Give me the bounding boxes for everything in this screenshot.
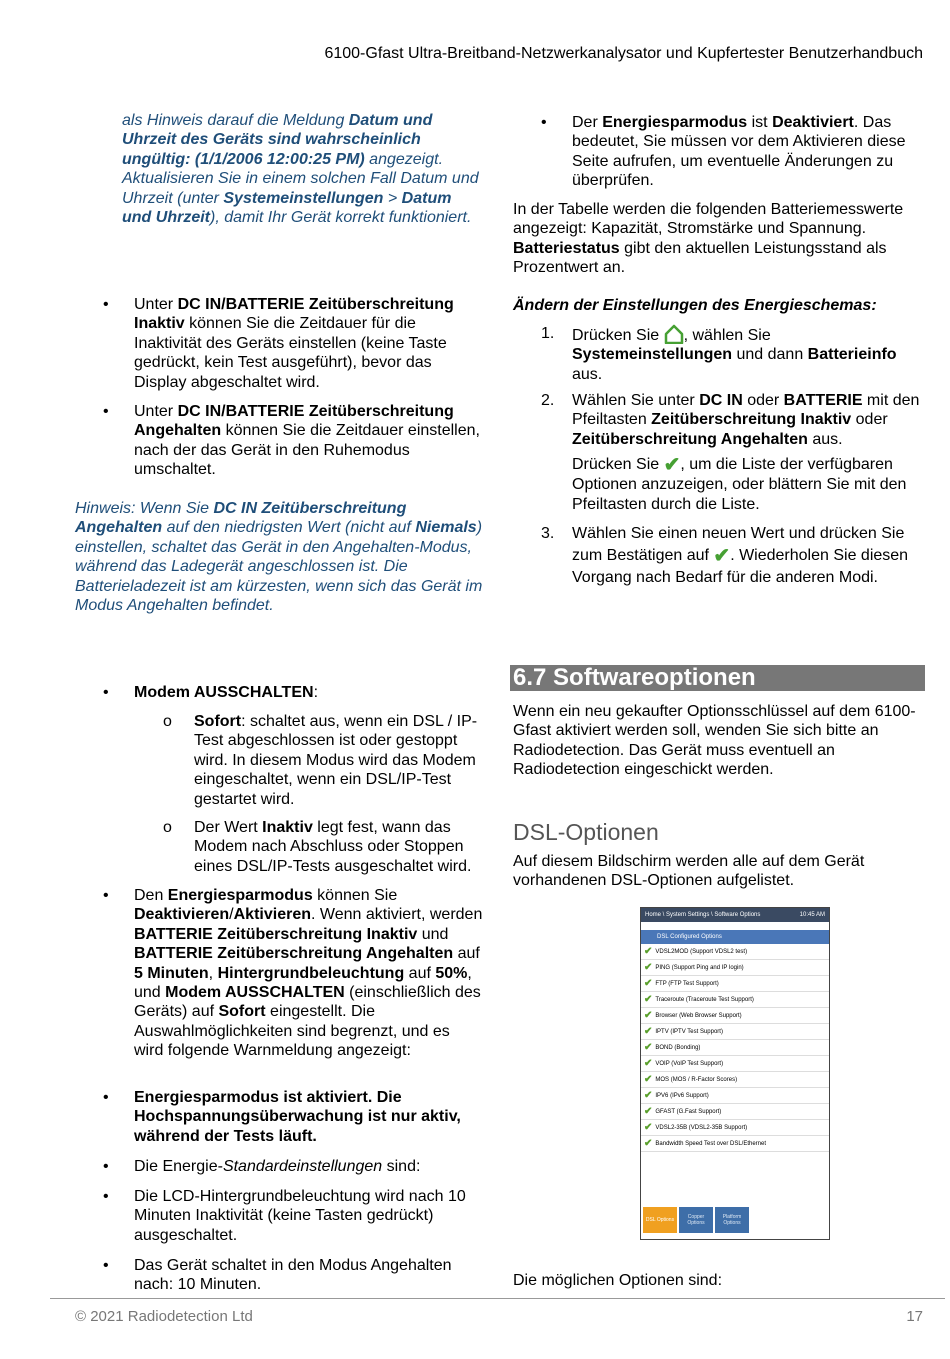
- note-dcin: Hinweis: Wenn Sie DC IN Zeitüberschreitung Angehalten auf den niedrigsten Wert (nicht auf Niemals) einstellen, schaltet das Gerät in den Angehalten-Modus, während das Ladegerät angeschlossen ist. Die Batterieladezeit ist am kürzesten, wenn sich das Gerät im Modus Angehalten befindet.: [75, 500, 483, 615]
- screen-option-label: FTP (FTP Test Support): [655, 980, 719, 987]
- bullet-energy-disabled: • Der Energiesparmodus ist Deaktiviert. Das bedeutet, Sie müssen vor dem Aktivieren diese Seite aufrufen, um eventuelle Änderungen zu überprüfen.: [541, 114, 906, 190]
- screen-list-header: DSL Configured Options: [641, 930, 829, 944]
- page-header: 6100-Gfast Ultra-Breitband-Netzwerkanalysator und Kupfertester Benutzerhandbuch: [324, 45, 923, 62]
- checkmark-icon: ✔: [644, 1073, 653, 1085]
- screen-option-row: [641, 944, 829, 960]
- screen-option-row: [641, 1104, 829, 1120]
- checkmark-icon: ✔: [644, 1089, 653, 1101]
- screen-option-row: [641, 1040, 829, 1056]
- checkmark-icon: ✔: [644, 1057, 653, 1069]
- checkmark-icon: ✔: [663, 454, 681, 476]
- screen-option-row: [641, 992, 829, 1008]
- procedure-heading: Ändern der Einstellungen des Energieschemas:: [513, 297, 877, 314]
- tab-copper-options[interactable]: Copper Options: [679, 1207, 713, 1233]
- footer-copyright: © 2021 Radiodetection Ltd: [75, 1308, 253, 1325]
- screen-option-row: [641, 1056, 829, 1072]
- screen-option-label: Browser (Web Browser Support): [655, 1012, 742, 1019]
- screen-option-row: [641, 960, 829, 976]
- screen-option-row: [641, 1008, 829, 1024]
- bullet-lcd: • Die LCD-Hintergrundbeleuchtung wird nach 10 Minuten Inaktivität (keine Tasten gedrückt) ausgeschaltet.: [103, 1188, 466, 1244]
- screen-option-label: VDSL2MOD (Support VDSL2 test): [655, 948, 748, 955]
- footer-divider: [50, 1298, 945, 1299]
- battery-paragraph: In der Tabelle werden die folgenden Batteriemesswerte angezeigt: Kapazität, Stromstärke und Spannung. Batteriestatus gibt den aktuellen Leistungsstand als Prozentwert an.: [513, 201, 904, 277]
- checkmark-icon: ✔: [644, 1025, 653, 1037]
- checkmark-icon: ✔: [644, 945, 653, 957]
- screen-option-label: GFAST (G.Fast Support): [655, 1108, 722, 1115]
- checkmark-icon: ✔: [644, 993, 653, 1005]
- checkmark-icon: ✔: [644, 1009, 653, 1021]
- checkmark-icon: ✔: [644, 1041, 653, 1053]
- screen-option-row: [641, 1136, 829, 1152]
- screen-option-label: Traceroute (Traceroute Test Support): [655, 996, 754, 1003]
- screen-tabs: [643, 1207, 749, 1233]
- step-2: 2. Wählen Sie unter DC IN oder BATTERIE mit den Pfeiltasten Zeitüberschreitung Inaktiv oder Zeitüberschreitung Angehalten aus.: [541, 392, 920, 448]
- screen-option-row: [641, 1088, 829, 1104]
- checkmark-icon: ✔: [644, 1137, 653, 1149]
- screen-options-list: [641, 944, 829, 1152]
- note-datetime: als Hinweis darauf die Meldung Datum und Uhrzeit des Geräts sind wahrscheinlich ungültig: (1/1/2006 12:00:25 PM) angezeigt. Aktualisieren Sie in einem solchen Fall Datum und Uhrzeit (unter Systemeinstellungen > Datum und Uhrzeit), damit Ihr Gerät korrekt funktioniert.: [122, 112, 479, 227]
- screen-option-label: MOS (MOS / R-Factor Scores): [655, 1076, 738, 1083]
- tab-dsl-options[interactable]: DSL Options: [643, 1207, 677, 1233]
- device-screenshot: [640, 907, 830, 1240]
- bullet-defaults: • Die Energie-Standardeinstellungen sind:: [103, 1158, 421, 1175]
- screen-option-row: [641, 1072, 829, 1088]
- checkmark-icon: ✔: [644, 961, 653, 973]
- bullet-warning: • Energiesparmodus ist aktiviert. Die Hochspannungsüberwachung ist nur aktiv, während der Tests läuft.: [103, 1089, 461, 1145]
- screen-option-label: Bandwidth Speed Test over DSL/Ethernet: [655, 1140, 767, 1147]
- dsl-options-paragraph: Auf diesem Bildschirm werden alle auf dem Gerät vorhandenen DSL-Optionen aufgelistet.: [513, 853, 865, 890]
- bullet-timeout-inactive: • Unter DC IN/BATTERIE Zeitüberschreitung Inaktiv können Sie die Zeitdauer für die Inaktivität des Geräts einstellen (keine Taste gedrückt, kein Test ausgeführt), bevor das Display abgeschaltet wird.: [103, 296, 454, 391]
- checkmark-icon: ✔: [644, 977, 653, 989]
- bullet-energy-saving: • Den Energiesparmodus können Sie Deaktivieren/Aktivieren. Wenn aktiviert, werden BATTERIE Zeitüberschreitung Inaktiv und BATTERIE Zeitüberschreitung Angehalten auf 5 Minuten, Hintergrundbeleuchtung auf 50%, und Modem AUSSCHALTEN (einschließlich des Geräts) auf Sofort eingestellt. Die Auswahlmöglichkeiten sind begrenzt, und es wird folgende Warnmeldung angezeigt:: [103, 887, 483, 1060]
- step-2-detail: Drücken Sie ✔, um die Liste der verfügbaren Optionen anzuzeigen, oder blättern Sie mit den Pfeiltasten durch die Liste.: [572, 454, 907, 513]
- screen-option-row: [641, 1024, 829, 1040]
- options-intro: Die möglichen Optionen sind:: [513, 1272, 723, 1289]
- software-options-paragraph: Wenn ein neu gekaufter Optionsschlüssel auf dem 6100-Gfast aktiviert werden soll, wenden Sie sich bitte an Radiodetection. Das Gerät muss eventuell an Radiodetection eingeschickt werden.: [513, 703, 916, 779]
- checkmark-icon: ✔: [644, 1121, 653, 1133]
- bullet-timeout-suspend: • Unter DC IN/BATTERIE Zeitüberschreitung Angehalten können Sie die Zeitdauer einstellen, nach der das Gerät in den Ruhemodus umschaltet.: [103, 403, 480, 479]
- checkmark-icon: ✔: [644, 1105, 653, 1117]
- screen-option-label: IPV6 (IPv6 Support): [655, 1092, 709, 1099]
- subsection-heading: DSL-Optionen: [513, 819, 659, 845]
- screen-option-label: IPTV (IPTV Test Support): [655, 1028, 723, 1035]
- screen-option-label: BOND (Bonding): [655, 1044, 701, 1051]
- screen-option-label: VOIP (VoIP Test Support): [655, 1060, 724, 1067]
- sub-bullet-inactive: o Der Wert Inaktiv legt fest, wann das Modem nach Abschluss oder Stoppen eines DSL/IP-Tests ausgeschaltet wird.: [163, 819, 472, 875]
- step-1: 1. Drücken Sie , wählen Sie Systemeinstellungen und dann Batterieinfo aus.: [541, 325, 897, 383]
- tab-platform-options[interactable]: Platform Options: [715, 1207, 749, 1233]
- page-number: 17: [906, 1308, 923, 1325]
- screen-option-row: [641, 1120, 829, 1136]
- screen-titlebar: Home \ System Settings \ Software Options 10:45 AM: [641, 908, 829, 922]
- checkmark-icon: ✔: [713, 545, 731, 567]
- home-icon: [664, 324, 684, 344]
- sub-bullet-immediate: o Sofort: schaltet aus, wenn ein DSL / IP-Test abgeschlossen ist oder gestoppt wird. In diesem Modus wird das Modem eingeschaltet, wenn ein DSL/IP-Test gestartet wird.: [163, 713, 478, 808]
- bullet-modem-off: • Modem AUSSCHALTEN:: [103, 684, 319, 701]
- step-3: 3. Wählen Sie einen neuen Wert und drücken Sie zum Bestätigen auf ✔. Wiederholen Sie diesen Vorgang nach Bedarf für die anderen Modi.: [541, 525, 909, 586]
- screen-option-label: PING (Support Ping and IP login): [655, 964, 744, 971]
- bullet-suspend-mode: • Das Gerät schaltet in den Modus Angehalten nach: 10 Minuten.: [103, 1257, 452, 1294]
- screen-option-label: VDSL2-35B (VDSL2-35B Support): [655, 1124, 748, 1131]
- section-heading: 6.7 Softwareoptionen: [510, 665, 925, 691]
- screen-option-row: [641, 976, 829, 992]
